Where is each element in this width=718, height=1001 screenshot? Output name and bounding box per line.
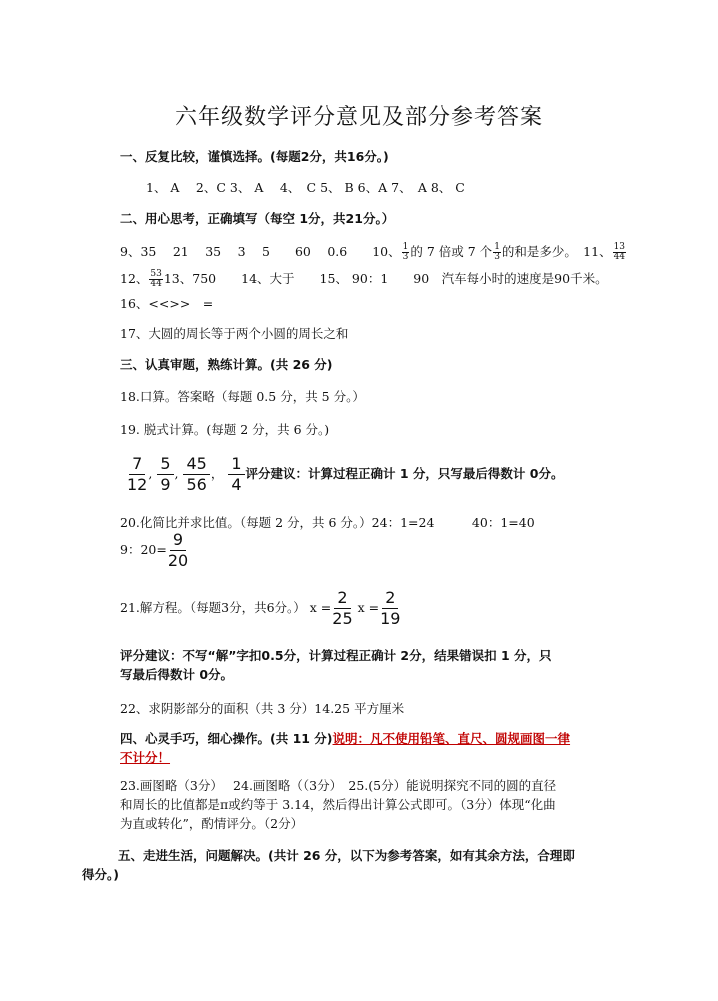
fraction-1-4: $\frac{1}{4}$ <box>228 456 244 493</box>
fraction-53-44: $\frac{53}{44}$ <box>150 269 162 289</box>
section-4-title: 四、心灵手巧，细心操作。(共 11 分) <box>120 731 333 746</box>
question-20: 20.化简比并求比值。（每题 2 分，共 6 分。）24：1=24 40：1=40 <box>120 515 535 530</box>
fraction-7-12: $\frac{7}{12}$ <box>127 454 148 494</box>
question-23-25-line-3: 为直或转化”，酌情评分。（2分） <box>120 816 304 831</box>
page-title: 六年级数学评分意见及部分参考答案 <box>174 105 543 130</box>
fraction-5-9: $\frac{5}{9}$ <box>157 456 173 493</box>
section-1-answers: 1、 A 2、C 3、 A 4、 C 5、 B 6、A 7、 A 8、 C <box>146 180 465 195</box>
q10-text-end: 的和是多少。 11、 <box>501 244 612 259</box>
fraction-9-20: $\frac{9}{20}$ <box>167 530 189 570</box>
question-12-15 <box>120 270 608 289</box>
question-20-ratio <box>120 532 189 569</box>
question-23-25-line-1: 23.画图略（3分） 24.画图略（（3分） 25.(5分）能说明探究不同的圆的直径 <box>120 778 557 793</box>
q21-label: 21.解方程。（每题3分，共6分。） x = <box>120 600 332 615</box>
question-23-25-line-2: 和周长的比值都是π或约等于 3.14，然后得出计算公式即可。（3分）体现“化曲 <box>120 797 556 812</box>
question-18: 18.口算。答案略（每题 0.5 分，共 5 分。） <box>120 389 365 404</box>
question-21: 21.解方程。（每题3分，共6分。） x = $\frac{2}{25}$ x = $\frac{2}{19}$ <box>120 588 401 628</box>
fraction-13-44: $\frac{13}{44}$ <box>613 242 626 262</box>
fraction-one-third-b: $\frac{1}{3}$ <box>494 242 500 262</box>
question-16: 16、<<>> = <box>120 296 214 311</box>
section-4-heading <box>120 730 570 748</box>
q12-label: 12、 <box>120 271 149 286</box>
fraction-2-25: $\frac{2}{25}$ <box>332 588 353 628</box>
fraction-45-56: $\frac{45}{56}$ <box>183 456 209 493</box>
section-5-heading-2: 得分。) <box>82 867 119 882</box>
q13-15-answers: 13、750 14、大于 15、 90：1 90 汽车每小时的速度是90千米。 <box>163 271 608 286</box>
q21-scoring-note-2: 写最后得数计 0分。 <box>120 667 234 682</box>
question-22: 22、求阴影部分的面积（共 3 分）14.25 平方厘米 <box>120 701 405 716</box>
q21-scoring-note-1: 评分建议：不写“解”字扣0.5分，计算过程正确计 2分，结果错误扣 1 分，只 <box>120 648 552 663</box>
section-3-heading: 三、认真审题，熟练计算。(共 26 分) <box>120 357 333 372</box>
q9-answers: 9、35 21 35 3 5 60 0.6 10、 <box>120 244 401 259</box>
fraction-2-19: $\frac{2}{19}$ <box>380 588 401 628</box>
question-9-10-11 <box>120 243 627 262</box>
question-19-answers: $\frac{7}{12}$ , $\frac{5}{9}$ , $\frac{45}{56}$ ， $\frac{1}{4}$ 评分建议：计算过程正确计 1 分，只写最后得数计 0分。 <box>127 454 564 494</box>
q19-scoring-note: 评分建议：计算过程正确计 1 分，只写最后得数计 0分。 <box>245 466 564 481</box>
section-4-warning-2: 不计分！ <box>120 750 171 765</box>
section-4-warning: 说明：凡不使用铅笔、直尺、圆规画图一律 <box>332 731 571 746</box>
q10-text: 的 7 倍或 7 个 <box>410 244 493 259</box>
section-2-heading: 二、用心思考，正确填写（每空 1分，共21分。） <box>120 211 395 226</box>
section-5-heading-1: 五、走进生活，问题解决。(共计 26 分，以下为参考答案，如有其余方法，合理即 <box>118 848 575 863</box>
fraction-one-third: $\frac{1}{3}$ <box>402 242 409 262</box>
q20-ratio-label: 9：20= <box>120 542 167 557</box>
question-19: 19. 脱式计算。(每题 2 分，共 6 分。) <box>120 422 330 437</box>
section-1-heading: 一、反复比较，谨慎选择。(每题2分，共16分。) <box>120 149 389 164</box>
question-17: 17、大圆的周长等于两个小圆的周长之和 <box>120 326 349 341</box>
